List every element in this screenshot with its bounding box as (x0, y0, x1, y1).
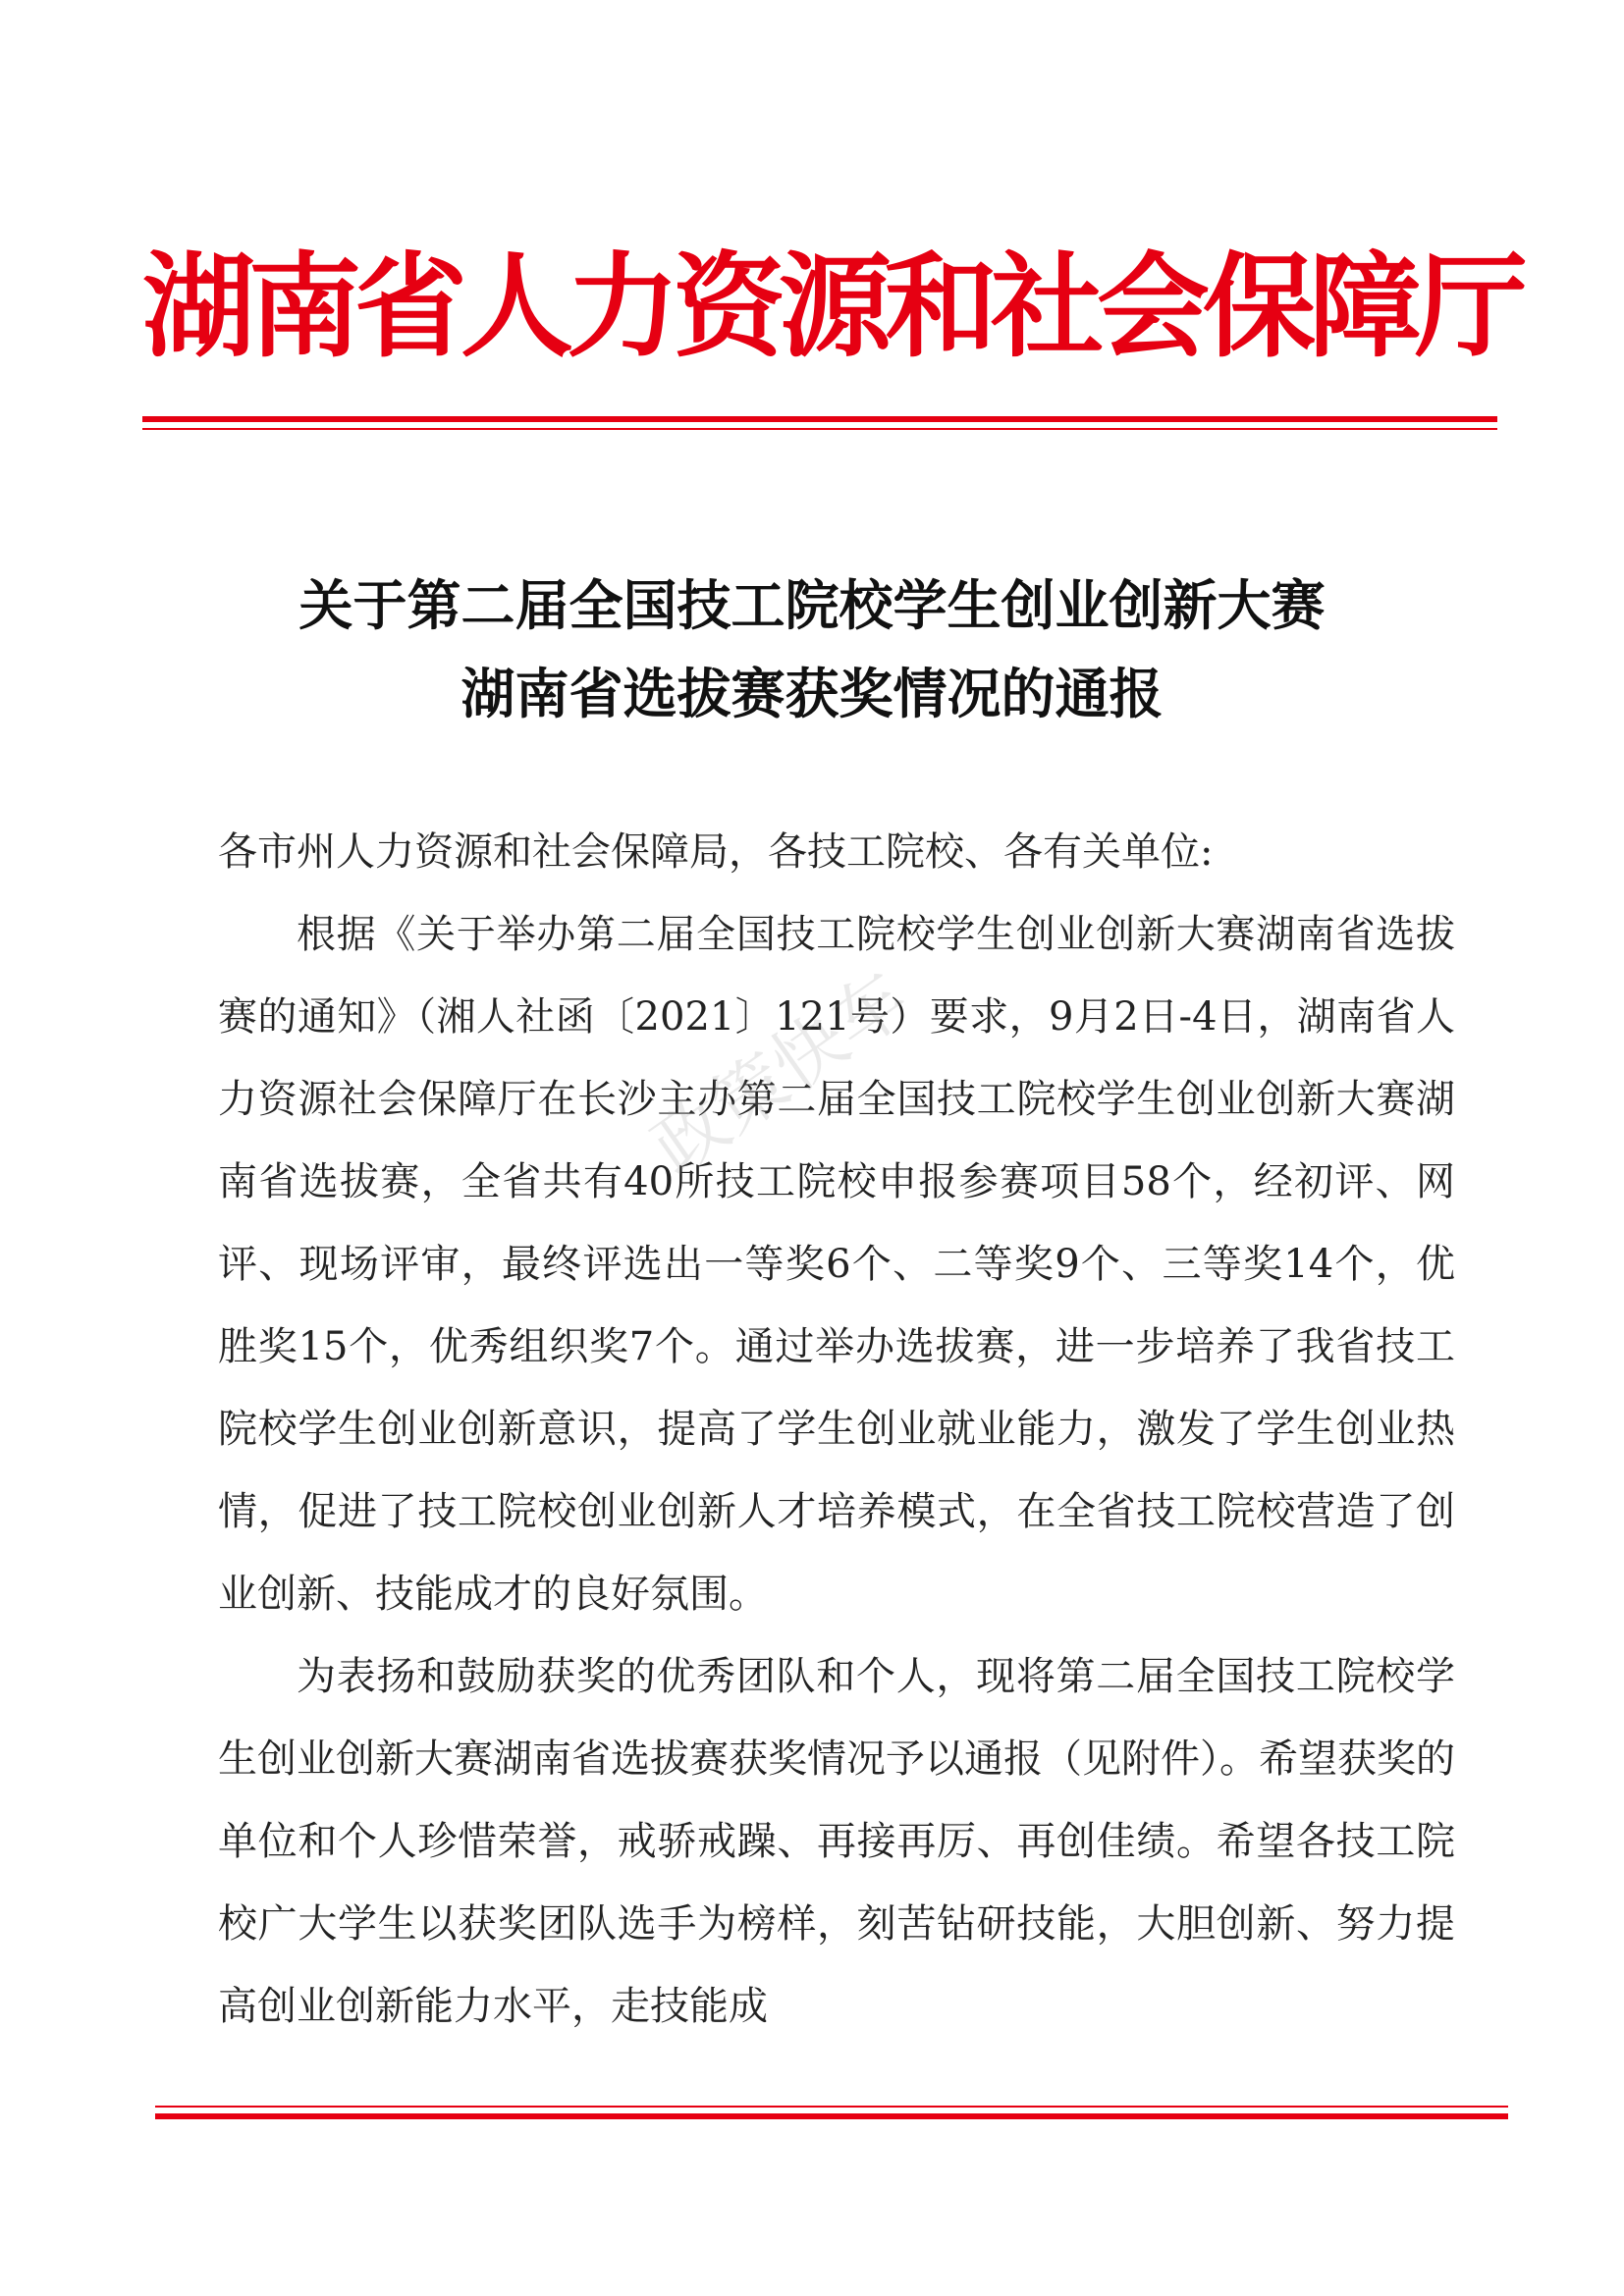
footer-divider-thin (155, 2106, 1508, 2108)
header-divider-thick (142, 416, 1497, 422)
watermark-text: 政策快车 (637, 955, 924, 1192)
document-title-line-1: 关于第二届全国技工院校学生创业创新大赛 (298, 573, 1326, 637)
footer-divider-thick (155, 2113, 1508, 2119)
paragraph-2: 为表扬和鼓励获奖的优秀团队和个人，现将第二届全国技工院校学生创业创新大赛湖南省选拔赛获奖情况予以通报（见附件）。希望获奖的单位和个人珍惜荣誉，戒骄戒躁、再接再厉、再创佳绩。希望各技工院校广大学生以获奖团队选手为榜样，刻苦钻研技能，大胆创新、努力提高创业创新能力水平，走技能成 (218, 1654, 1455, 2029)
document-title (157, 561, 1467, 738)
paragraph-1: 根据《关于举办第二届全国技工院校学生创业创新大赛湖南省选拔赛的通知》（湘人社函〔2021〕121号）要求，9月2日-4日，湖南省人力资源社会保障厅在长沙主办第二届全国技工院校学生创业创新大赛湖南省选拔赛，全省共有40所技工院校申报参赛项目58个，经初评、网评、现场评审，最终评选出一等奖6个、二等奖9个、三等奖14个，优胜奖15个，优秀组织奖7个。通过举办选拔赛，进一步培养了我省技工院校学生创业创新意识，提高了学生创业就业能力，激发了学生创业热情，促进了技工院校创业创新人才培养模式，在全省技工院校营造了创业创新、技能成才的良好氛围。 (218, 912, 1455, 1617)
salutation: 各市州人力资源和社会保障局，各技工院校、各有关单位: (218, 829, 1214, 875)
header-divider-thin (142, 428, 1497, 430)
agency-name-header: 湖南省人力资源和社会保障厅 (142, 241, 1522, 373)
document-body (218, 811, 1455, 2048)
document-title-line-2: 湖南省选拔赛获奖情况的通报 (460, 662, 1164, 725)
